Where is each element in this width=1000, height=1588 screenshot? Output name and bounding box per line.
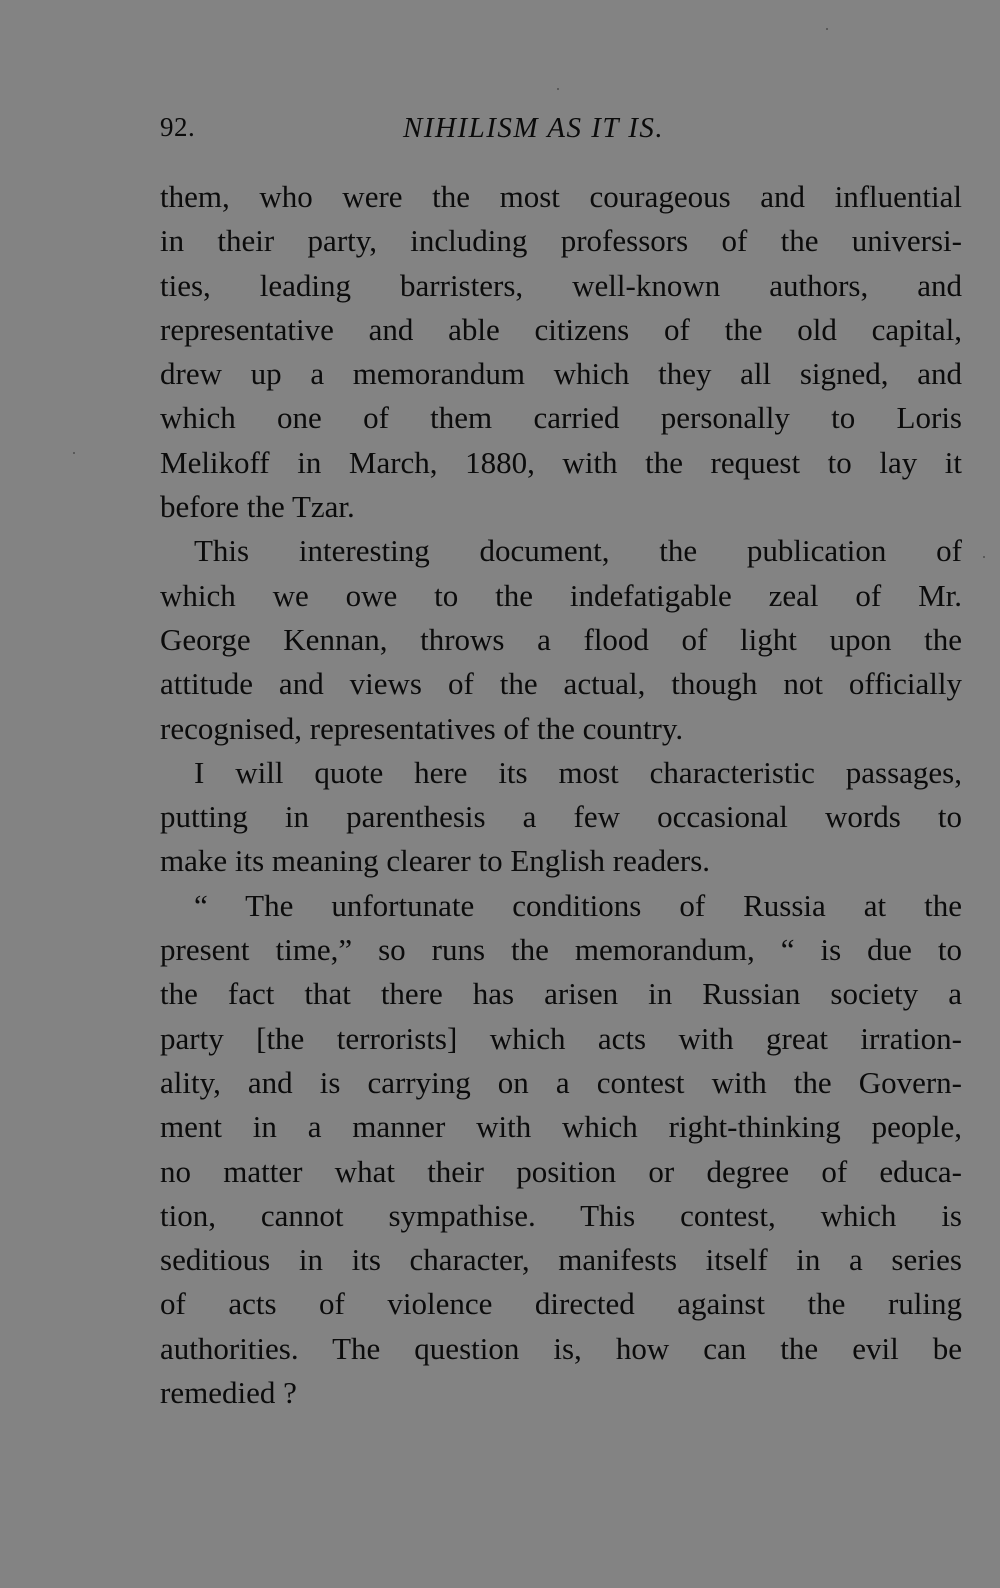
text-line: party [the terrorists] which acts with great irration- bbox=[160, 1020, 962, 1056]
paragraph bbox=[160, 529, 962, 750]
text-line: ment in a manner with which right-thinking people, bbox=[160, 1109, 962, 1145]
text-line: in their party, including professors of the universi- bbox=[160, 223, 962, 259]
text-line: remedied ? bbox=[160, 1375, 297, 1411]
body-text bbox=[160, 175, 962, 1415]
text-line: present time,” so runs the memorandum, “ is due to bbox=[160, 932, 962, 968]
scan-speck bbox=[983, 556, 985, 558]
scan-speck bbox=[826, 28, 828, 30]
scan-speck bbox=[557, 88, 559, 90]
text-line: I will quote here its most characteristic passages, bbox=[194, 754, 962, 790]
text-line: seditious in its character, manifests itself in a series bbox=[160, 1242, 962, 1278]
page-number: 92. bbox=[160, 112, 196, 142]
text-line: of acts of violence directed against the ruling bbox=[160, 1286, 962, 1322]
text-line: attitude and views of the actual, though not officially bbox=[160, 666, 962, 702]
text-line: representative and able citizens of the old capital, bbox=[160, 311, 962, 347]
text-line: ties, leading barristers, well-known authors, and bbox=[160, 267, 962, 303]
text-line: ality, and is carrying on a contest with the Govern- bbox=[160, 1064, 962, 1100]
text-line: tion, cannot sympathise. This contest, which is bbox=[160, 1197, 962, 1233]
text-line: no matter what their position or degree of educa- bbox=[160, 1153, 962, 1189]
scan-speck bbox=[73, 452, 75, 454]
text-line: which we owe to the indefatigable zeal of Mr. bbox=[160, 577, 962, 613]
paragraph bbox=[160, 175, 962, 529]
text-line: drew up a memorandum which they all signed, and bbox=[160, 356, 962, 392]
text-line: putting in parenthesis a few occasional words to bbox=[160, 799, 962, 835]
text-line: George Kennan, throws a flood of light upon the bbox=[160, 621, 962, 657]
paragraph bbox=[160, 884, 962, 1416]
text-line: This interesting document, the publication of bbox=[194, 533, 962, 569]
paragraph bbox=[160, 751, 962, 884]
text-line: before the Tzar. bbox=[160, 489, 355, 525]
text-line: authorities. The question is, how can the evil be bbox=[160, 1330, 962, 1366]
text-line: recognised, representatives of the country. bbox=[160, 710, 684, 746]
text-line: make its meaning clearer to English readers. bbox=[160, 843, 711, 879]
text-line: “ The unfortunate conditions of Russia at the bbox=[194, 887, 962, 923]
running-head bbox=[160, 112, 960, 152]
page-title: NIHILISM AS IT IS. bbox=[403, 112, 665, 144]
text-line: Melikoff in March, 1880, with the request to lay it bbox=[160, 444, 962, 480]
text-line: the fact that there has arisen in Russian society a bbox=[160, 976, 962, 1012]
text-line: them, who were the most courageous and influential bbox=[160, 179, 962, 214]
text-line: which one of them carried personally to Loris bbox=[160, 400, 962, 436]
